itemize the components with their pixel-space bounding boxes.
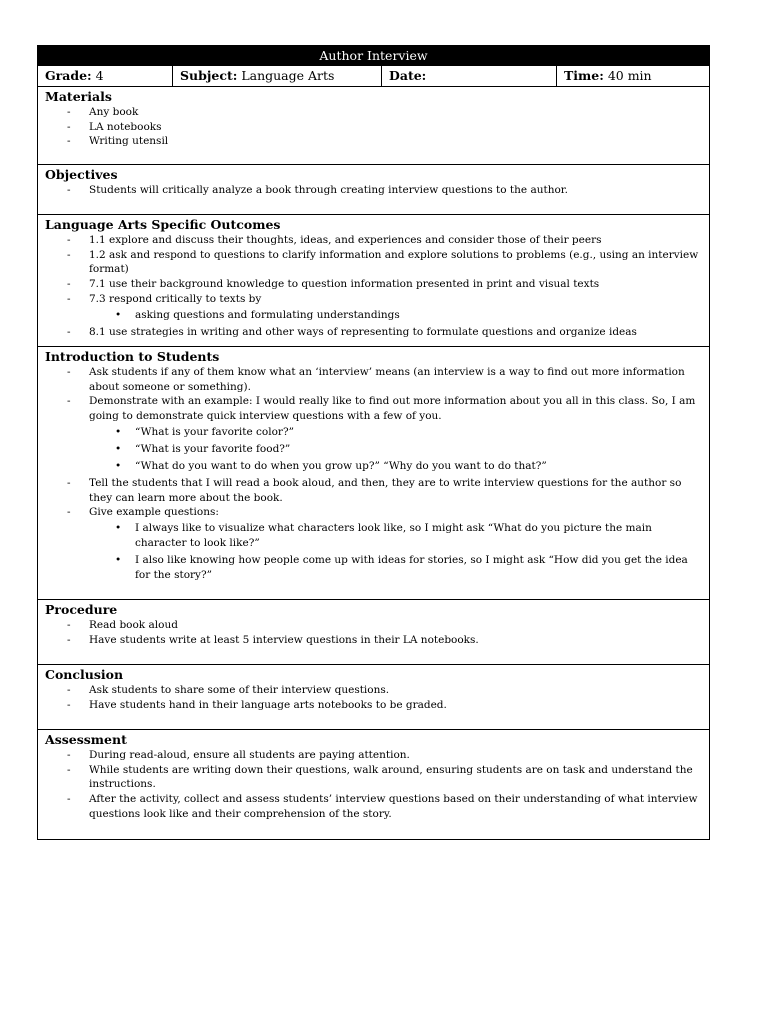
- materials-list: [45, 105, 705, 149]
- sub-item: • “What is your favorite food?”: [89, 442, 703, 457]
- objectives-section: [38, 164, 709, 214]
- assessment-section: [38, 729, 709, 839]
- lesson-plan-table: [37, 45, 710, 840]
- subject-label: Subject:: [180, 68, 238, 83]
- list-item: - Tell the students that I will read a book aloud, and then, they are to write interview questions for the author so they can learn more about the book.: [45, 476, 705, 505]
- outcomes-list: [45, 233, 705, 339]
- grade-value: 4: [95, 68, 104, 83]
- grade-cell: [38, 66, 173, 86]
- time-value: 40 min: [607, 68, 652, 83]
- list-item: - Have students hand in their language arts notebooks to be graded.: [45, 698, 705, 713]
- outcomes-section: [38, 214, 709, 346]
- list-item: - Any book: [45, 105, 705, 120]
- date-cell: [382, 66, 557, 86]
- section-title: Conclusion: [45, 667, 124, 682]
- meta-row: [38, 65, 709, 86]
- lesson-title: Author Interview: [38, 46, 709, 65]
- list-item: - After the activity, collect and assess students’ interview questions based on their understanding of what interview questions look like and their comprehension of the story.: [45, 792, 705, 821]
- list-item: - 1.1 explore and discuss their thoughts, ideas, and experiences and consider those of their peers: [45, 233, 705, 248]
- sub-item: • I always like to visualize what characters look like, so I might ask “What do you picture the main character to look like?”: [89, 521, 703, 551]
- list-item: - During read-aloud, ensure all students are paying attention.: [45, 748, 705, 763]
- sub-item: • asking questions and formulating understandings: [89, 308, 703, 323]
- section-title: Objectives: [45, 167, 118, 182]
- introduction-section: [38, 346, 709, 599]
- date-label: Date:: [389, 68, 427, 83]
- list-item-text: 7.3 respond critically to texts by: [89, 292, 262, 305]
- sub-item: • “What do you want to do when you grow up?” “Why do you want to do that?”: [89, 459, 703, 474]
- section-title: Materials: [45, 89, 112, 104]
- list-item: - Students will critically analyze a book through creating interview questions to the author.: [45, 183, 705, 198]
- list-item: - Writing utensil: [45, 134, 705, 149]
- assessment-list: [45, 748, 705, 822]
- grade-label: Grade:: [45, 68, 92, 83]
- list-item: [45, 394, 705, 473]
- sub-item: • “What is your favorite color?”: [89, 425, 703, 440]
- introduction-list: [45, 365, 705, 583]
- objectives-list: [45, 183, 705, 198]
- outcome-sublist: [89, 308, 703, 323]
- list-item: - Ask students if any of them know what an ‘interview’ means (an interview is a way to find out more information about someone or something).: [45, 365, 705, 394]
- section-title: Procedure: [45, 602, 118, 617]
- list-item: - 7.1 use their background knowledge to question information presented in print and visual texts: [45, 277, 705, 292]
- section-title: Introduction to Students: [45, 349, 220, 364]
- section-title: Assessment: [45, 732, 127, 747]
- subject-cell: [173, 66, 382, 86]
- section-title: Language Arts Specific Outcomes: [45, 217, 281, 232]
- list-item-text: Demonstrate with an example: I would really like to find out more information about you all in this class. So, I am going to demonstrate quick interview questions with a few of you.: [89, 395, 696, 423]
- conclusion-section: [38, 664, 709, 729]
- list-item: - Have students write at least 5 interview questions in their LA notebooks.: [45, 633, 705, 648]
- time-label: Time:: [564, 68, 604, 83]
- list-item: - 1.2 ask and respond to questions to clarify information and explore solutions to problems (e.g., using an interview format): [45, 248, 705, 277]
- materials-section: [38, 86, 709, 164]
- list-item: - 8.1 use strategies in writing and other ways of representing to formulate questions and organize ideas: [45, 325, 705, 340]
- sub-item: • I also like knowing how people come up with ideas for stories, so I might ask “How did you get the idea for the story?”: [89, 553, 703, 583]
- list-item: - While students are writing down their questions, walk around, ensuring students are on task and understand the instructions.: [45, 763, 705, 792]
- procedure-list: [45, 618, 705, 647]
- list-item: [45, 292, 705, 323]
- list-item-text: Give example questions:: [89, 506, 219, 519]
- demo-question-list: [89, 425, 703, 474]
- example-question-list: [89, 521, 703, 583]
- list-item: - LA notebooks: [45, 120, 705, 135]
- list-item: - Ask students to share some of their interview questions.: [45, 683, 705, 698]
- procedure-section: [38, 599, 709, 664]
- subject-value: Language Arts: [241, 68, 335, 83]
- list-item: [45, 505, 705, 583]
- time-cell: [557, 66, 709, 86]
- conclusion-list: [45, 683, 705, 712]
- list-item: - Read book aloud: [45, 618, 705, 633]
